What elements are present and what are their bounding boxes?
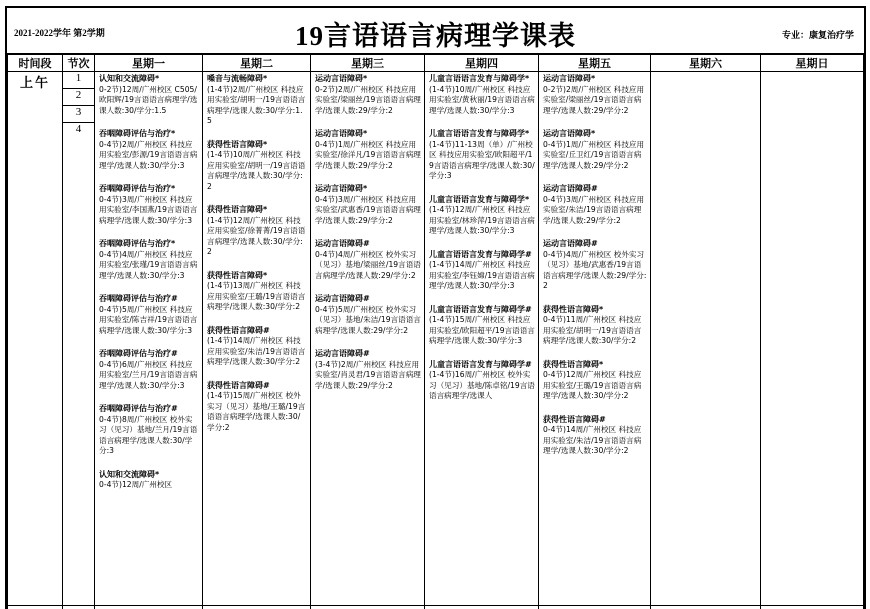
course-detail: 0-4节)2周/广州校区 科技应用实验室/彭源/19言语语言病理学/选课人数:30/学分:3 [99, 139, 198, 170]
course-detail: (3-4节)2周/广州校区 科技应用实验室/肖灵君/19言语语言病理学/选课人数:29/学分:2 [315, 359, 421, 390]
course-title: 儿童言语语言发育与障碍学# [429, 249, 532, 259]
course-detail: 0-4节)5周/广州校区 校外实习（见习）基地/朱洁/19言语语言病理学/选课人数:29/学分:2 [315, 304, 421, 335]
major-label: 专业：康复治疗学 [781, 30, 854, 40]
col-header-thursday: 星期四 [425, 54, 539, 72]
schedule-sheet [5, 6, 866, 609]
period-number-2: 2 [63, 89, 95, 106]
course-title: 运动言语障碍# [315, 294, 370, 303]
course-entry [207, 140, 307, 193]
course-detail: 0-4节)3周/广州校区 科技应用实验室/李国燕/19言语语言病理学/选课人数:30/学分:3 [99, 194, 198, 225]
course-title: 运动言语障碍* [543, 129, 596, 138]
course-entry [99, 349, 199, 391]
day-cell-sunday [761, 72, 864, 606]
course-detail: 0-4节)1周/广州校区 科技应用实验室/徐洋凡/19言语语言病理学/选课人数:29/学分:2 [315, 139, 421, 170]
course-entry [315, 184, 421, 226]
course-title: 运动言语障碍* [315, 184, 368, 193]
course-entry [543, 74, 647, 116]
course-entry [99, 294, 199, 336]
semester-label: 2021-2022学年 第2学期 [14, 28, 105, 38]
time-block-label: 上午 [8, 72, 63, 606]
course-entry [207, 74, 307, 127]
course-title: 运动言语障碍* [543, 74, 596, 83]
course-title: 儿童言语语言发育与障碍学* [429, 194, 530, 204]
title-band [7, 8, 864, 53]
course-title: 儿童言语语言发育与障碍学# [429, 304, 532, 314]
course-title: 获得性语言障碍* [543, 304, 604, 314]
course-detail: (1-4节)14周/广州校区 科技应用实验室/朱洁/19言语语言病理学/选课人数:30/学分:2 [207, 336, 306, 366]
course-entry [315, 239, 421, 281]
course-entry [207, 381, 307, 434]
course-detail: (1-4节)15周/广州校区 科技应用实验室/欧阳超平/19言语语言病理学/选课人数:30/学分:3 [429, 315, 535, 345]
course-entry [429, 195, 535, 237]
course-detail: 0-4节)3周/广州校区 科技应用实验室/武惠香/19言语语言病理学/选课人数:29/学分:2 [315, 194, 421, 225]
course-title: 儿童言语语言发育与障碍学# [429, 359, 532, 369]
course-title: 获得性语言障碍* [207, 205, 268, 214]
period-number-4: 4 [63, 123, 95, 606]
period-number-3: 3 [63, 106, 95, 123]
course-detail: (1-4节)14周/广州校区 科技应用实验室/李钰嫦/19言语语言病理学/选课人数:30/学分:3 [429, 260, 535, 290]
course-entry [429, 129, 535, 182]
header-row [8, 54, 864, 72]
course-entry [429, 74, 535, 116]
course-detail: 0-4节)1周/广州校区 科技应用实验室/丘卫红/19言语语言病理学/选课人数:29/学分:2 [543, 139, 645, 170]
course-entry [207, 271, 307, 313]
course-entry [543, 305, 647, 347]
course-detail: (1-4节)2周/广州校区 科技应用实验室/胡明一/19言语语言病理学/选课人数:30/学分:1.5 [207, 84, 306, 125]
course-detail: (1-4节)10周/广州校区 科技应用实验室/胡明一/19言语语言病理学/选课人数:30/学分:2 [207, 150, 306, 191]
course-detail: (1-4节)15周/广州校区 校外实习（见习）基地/王璐/19言语语言病理学/选课人数:30/学分:2 [207, 391, 306, 432]
period-number-1: 1 [63, 72, 95, 89]
course-title: 获得性语言障碍* [543, 359, 604, 369]
day-cell-thursday [425, 72, 539, 606]
col-header-friday: 星期五 [539, 54, 651, 72]
course-title: 吞咽障碍评估与治疗# [99, 294, 178, 303]
period-row-1 [8, 72, 864, 89]
course-entry [543, 184, 647, 226]
course-detail: (1-4节)16周/广州校区 校外实习（见习）基地/陈卓铭/19言语语言病理学/选课人 [429, 370, 535, 400]
course-title: 获得性语言障碍* [207, 139, 268, 149]
course-entry [429, 250, 535, 292]
day-cell-friday [539, 72, 651, 606]
course-detail: 0-4节)12周/广州校区 科技应用实验室/王璐/19言语语言病理学/选课人数:30/学分:2 [543, 370, 642, 400]
course-title: 认知和交流障碍* [99, 469, 160, 479]
course-title: 运动言语障碍* [315, 74, 368, 83]
col-header-sunday: 星期日 [761, 54, 864, 72]
course-detail: (1-4节)12周/广州校区 科技应用实验室/林珍萍/19言语语言病理学/选课人数:30/学分:3 [429, 205, 535, 235]
course-entry [315, 349, 421, 391]
course-entry [207, 205, 307, 258]
course-entry [543, 239, 647, 292]
course-entry [99, 129, 199, 171]
course-detail: 0-4节)5周/广州校区 科技应用实验室/陈吉祥/19言语语言病理学/选课人数:30/学分:3 [99, 304, 198, 335]
course-detail: 0-2节)12周/广州校区 C505/欧阳辉/19言语语言病理学/选课人数:30/学分:1.5 [99, 84, 198, 115]
next-timeblock-row-clipped [8, 606, 864, 609]
col-header-timeblock: 时间段 [8, 54, 63, 72]
course-title: 运动言语障碍# [315, 239, 370, 248]
course-detail: (1-4节)10周/广州校区 科技应用实验室/黄秋丽/19言语语言病理学/选课人数:30/学分:3 [429, 84, 535, 115]
course-title: 儿童言语语言发育与障碍学* [429, 129, 530, 138]
course-entry [99, 404, 199, 457]
col-header-saturday: 星期六 [651, 54, 761, 72]
course-entry [543, 360, 647, 402]
course-title: 吞咽障碍评估与治疗# [99, 404, 178, 413]
col-header-period: 节次 [63, 54, 95, 72]
course-detail: (1-4节)11-13周（单）/广州校区 科技应用实验室/欧阳超平/19言语语言病理学/选课人数:30/学分:3 [429, 139, 535, 180]
course-detail: 0-4节)4周/广州校区 校外实习（见习）基地/武惠香/19言语语言病理学/选课人数:29/学分:2 [543, 249, 647, 290]
day-cell-tuesday [203, 72, 311, 606]
course-detail: (1-4节)13周/广州校区 科技应用实验室/王璐/19言语语言病理学/选课人数:30/学分:2 [207, 281, 306, 311]
course-title: 吞咽障碍评估与治疗* [99, 239, 176, 248]
course-title: 吞咽障碍评估与治疗* [99, 129, 176, 138]
course-title: 运动言语障碍# [543, 239, 598, 248]
course-entry [543, 129, 647, 171]
course-entry [315, 74, 421, 116]
col-header-monday: 星期一 [95, 54, 203, 72]
day-cell-monday [95, 72, 203, 606]
course-title: 认知和交流障碍* [99, 74, 160, 83]
course-detail: 0-4节)11周/广州校区 科技应用实验室/胡明一/19言语语言病理学/选课人数:30/学分:2 [543, 315, 642, 345]
day-cell-saturday [651, 72, 761, 606]
course-title: 获得性语言障碍* [207, 270, 268, 280]
page-title: 19言语语言病理学课表 [295, 21, 576, 51]
course-title: 获得性语言障碍# [207, 325, 270, 335]
course-entry [99, 74, 199, 116]
course-detail: 0-2节)2周/广州校区 科技应用实验室/梁丽丝/19言语语言病理学/选课人数:29/学分:2 [315, 84, 421, 115]
course-detail: 0-4节)12周/广州校区 [99, 480, 173, 489]
course-entry [207, 326, 307, 368]
course-entry [315, 294, 421, 336]
course-entry [429, 360, 535, 402]
col-header-wednesday: 星期三 [311, 54, 425, 72]
timetable [7, 53, 864, 609]
course-entry [99, 470, 199, 491]
course-entry [543, 415, 647, 457]
course-detail: 0-4节)8周/广州校区 校外实习（见习）基地/兰月/19言语语言病理学/选课人数:30/学分:3 [99, 414, 198, 455]
course-title: 嗓音与流畅障碍* [207, 74, 268, 83]
course-entry [99, 239, 199, 281]
course-title: 吞咽障碍评估与治疗* [99, 184, 176, 193]
course-entry [429, 305, 535, 347]
course-title: 吞咽障碍评估与治疗# [99, 349, 178, 358]
course-detail: 0-4节)4周/广州校区 校外实习（见习）基地/梁丽丝/19言语语言病理学/选课人数:29/学分:2 [315, 249, 421, 280]
day-cell-wednesday [311, 72, 425, 606]
course-detail: 0-4节)3周/广州校区 科技应用实验室/朱洁/19言语语言病理学/选课人数:29/学分:2 [543, 194, 645, 225]
course-title: 运动言语障碍# [315, 349, 370, 358]
course-title: 运动言语障碍* [315, 129, 368, 138]
course-detail: 0-2节)2周/广州校区 科技应用实验室/梁丽丝/19言语语言病理学/选课人数:29/学分:2 [543, 84, 645, 115]
course-title: 儿童言语语言发育与障碍学* [429, 74, 530, 83]
course-title: 获得性语言障碍# [207, 380, 270, 390]
course-entry [315, 129, 421, 171]
course-entry [99, 184, 199, 226]
course-detail: 0-4节)4周/广州校区 科技应用实验室/张瑾/19言语语言病理学/选课人数:30/学分:3 [99, 249, 198, 280]
course-detail: (1-4节)12周/广州校区 科技应用实验室/徐菁菁/19言语语言病理学/选课人数:30/学分:2 [207, 215, 306, 256]
col-header-tuesday: 星期二 [203, 54, 311, 72]
course-detail: 0-4节)14周/广州校区 科技应用实验室/朱洁/19言语语言病理学/选课人数:30/学分:2 [543, 425, 642, 455]
course-title: 运动言语障碍# [543, 184, 598, 193]
course-title: 获得性语言障碍# [543, 414, 606, 424]
course-detail: 0-4节)6周/广州校区 科技应用实验室/兰月/19言语语言病理学/选课人数:30/学分:3 [99, 359, 198, 390]
